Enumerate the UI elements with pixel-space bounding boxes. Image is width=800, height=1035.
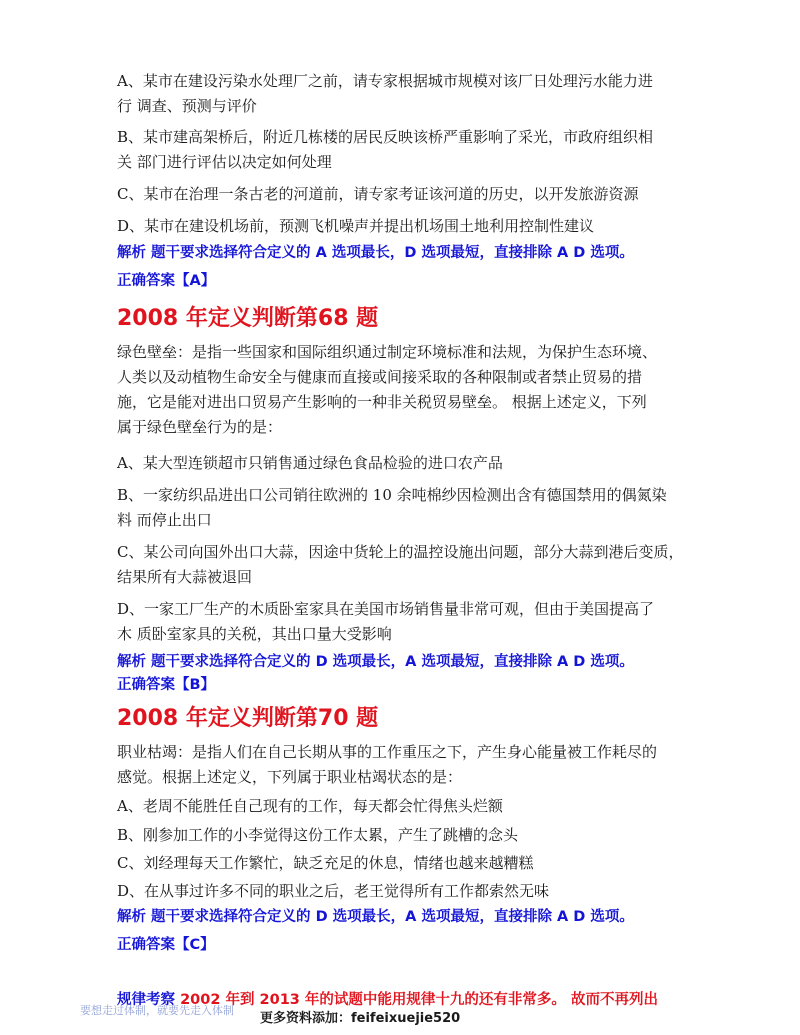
option-line: A、某市在建设污染水处理厂之前，请专家根据城市规模对该厂日处理污水能力进 bbox=[117, 72, 653, 90]
option-line: D、在从事过许多不同的职业之后，老王觉得所有工作都索然无味 bbox=[117, 882, 550, 900]
summary-label: 规律考察 bbox=[117, 992, 175, 1008]
question-text: 属于绿色壁垒行为的是： bbox=[117, 418, 283, 436]
analysis-text: 解析 题干要求选择符合定义的 D 选项最长，A 选项最短，直接排除 A D 选项。 bbox=[117, 654, 634, 670]
option-line: A、某大型连锁超市只销售通过绿色食品检验的进口农产品 bbox=[117, 454, 503, 472]
option-line: C、某公司向国外出口大蒜，因途中货轮上的温控设施出问题，部分大蒜到港后变质， bbox=[117, 543, 684, 561]
option-line: 关 部门进行评估以决定如何处理 bbox=[117, 153, 332, 171]
option-line: 料 而停止出口 bbox=[117, 511, 212, 529]
question-text: 施，它是能对进出口贸易产生影响的一种非关税贸易壁垒。 根据上述定义，下列 bbox=[117, 393, 647, 411]
answer-text: 正确答案【C】 bbox=[117, 937, 215, 953]
analysis-text: 解析 题干要求选择符合定义的 D 选项最长，A 选项最短，直接排除 A D 选项。 bbox=[117, 909, 634, 925]
option-line: D、一家工厂生产的木质卧室家具在美国市场销售量非常可观，但由于美国提高了 bbox=[117, 600, 655, 618]
option-line: 木 质卧室家具的关税，其出口量大受影响 bbox=[117, 625, 392, 643]
option-line: C、某市在治理一条古老的河道前，请专家考证该河道的历史，以开发旅游资源 bbox=[117, 185, 639, 203]
footer-text: 更多资料添加：feifeixuejie520 bbox=[260, 1011, 461, 1026]
option-line: 行 调查、预测与评价 bbox=[117, 97, 257, 115]
question-text: 绿色壁垒：是指一些国家和国际组织通过制定环境标准和法规，为保护生态环境、 bbox=[117, 343, 658, 361]
option-line: B、刚参加工作的小李觉得这份工作太累，产生了跳槽的念头 bbox=[117, 826, 519, 844]
watermark-text: 要想走过体制，就要先走入体制 bbox=[80, 1004, 234, 1017]
analysis-text: 解析 题干要求选择符合定义的 A 选项最长，D 选项最短，直接排除 A D 选项。 bbox=[117, 245, 634, 261]
answer-text: 正确答案【A】 bbox=[117, 273, 216, 289]
option-line: 结果所有大蒜被退回 bbox=[117, 568, 253, 586]
option-line: A、老周不能胜任自己现有的工作，每天都会忙得焦头烂额 bbox=[117, 797, 503, 815]
option-line: B、某市建高架桥后，附近几栋楼的居民反映该桥严重影响了采光，市政府组织相 bbox=[117, 128, 654, 146]
question-text: 职业枯竭：是指人们在自己长期从事的工作重压之下，产生身心能量被工作耗尽的 bbox=[117, 743, 658, 761]
question-heading: 2008 年定义判断第70 题 bbox=[117, 706, 379, 731]
question-text: 人类以及动植物生命安全与健康而直接或间接采取的各种限制或者禁止贸易的措 bbox=[117, 368, 643, 386]
option-line: D、某市在建设机场前，预测飞机噪声并提出机场围土地利用控制性建议 bbox=[117, 217, 595, 235]
option-line: C、刘经理每天工作繁忙，缺乏充足的休息，情绪也越来越糟糕 bbox=[117, 854, 534, 872]
summary-text: 2002 年到 2013 年的试题中能用规律十九的还有非常多。 故而不再列出 bbox=[180, 992, 658, 1008]
question-heading: 2008 年定义判断第68 题 bbox=[117, 306, 379, 331]
option-line: B、一家纺织品进出口公司销往欧洲的 10 余吨棉纱因检测出含有德国禁用的偶氮染 bbox=[117, 486, 667, 504]
question-text: 感觉。根据上述定义，下列属于职业枯竭状态的是： bbox=[117, 768, 463, 786]
answer-text: 正确答案【B】 bbox=[117, 677, 216, 693]
